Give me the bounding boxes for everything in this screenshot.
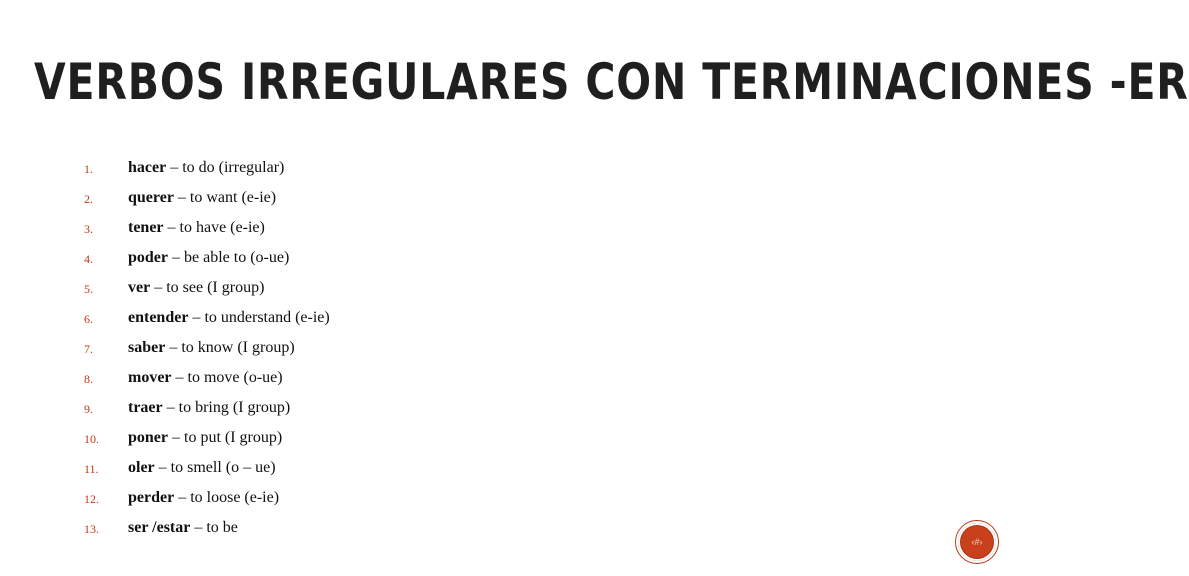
slide-number-badge: ‹#›: [958, 523, 996, 561]
list-number: 11.: [84, 462, 99, 476]
verb-meaning: – be able to (o-ue): [168, 249, 290, 266]
list-number: 8.: [84, 372, 93, 386]
list-item-text: [128, 186, 276, 210]
verb-word: tener: [128, 219, 164, 236]
list-number: 1.: [84, 162, 93, 176]
verb-meaning: – to want (e-ie): [173, 189, 277, 206]
verb-word: saber: [128, 339, 166, 356]
verb-word: ser /estar: [128, 519, 191, 536]
list-item-text: [128, 336, 295, 360]
slide-title: VERBOS IRREGULARES CON TERMINACIONES -ER: [34, 53, 1189, 111]
list-item-text: [128, 516, 238, 540]
list-item-text: [128, 246, 289, 270]
list-number: 2.: [84, 192, 93, 206]
list-item-text: [128, 366, 283, 390]
verb-word: entender: [128, 309, 189, 326]
list-number: 6.: [84, 312, 93, 326]
verb-word: poner: [128, 429, 168, 446]
list-item-text: [128, 306, 330, 330]
verb-word: hacer: [128, 159, 167, 176]
verb-meaning: – to have (e-ie): [163, 219, 265, 236]
verb-meaning: – to understand (e-ie): [188, 309, 330, 326]
verb-word: oler: [128, 459, 155, 476]
list-number: 9.: [84, 402, 93, 416]
verb-word: perder: [128, 489, 175, 506]
list-item-text: [128, 486, 279, 510]
list-number: 13.: [84, 522, 99, 536]
verb-meaning: – to see (I group): [150, 279, 265, 296]
verb-word: querer: [128, 189, 174, 206]
list-item-text: [128, 156, 284, 180]
list-number: 12.: [84, 492, 99, 506]
list-number: 7.: [84, 342, 93, 356]
verb-meaning: – to smell (o – ue): [154, 459, 276, 476]
list-item-text: [128, 276, 264, 300]
verb-meaning: – to loose (e-ie): [174, 489, 280, 506]
list-number: 3.: [84, 222, 93, 236]
list-item-text: [128, 396, 290, 420]
verb-meaning: – to do (irregular): [166, 159, 285, 176]
verb-meaning: – to know (I group): [165, 339, 295, 356]
verb-word: traer: [128, 399, 163, 416]
verb-meaning: – to move (o-ue): [171, 369, 283, 386]
list-number: 4.: [84, 252, 93, 266]
list-item-text: [128, 456, 276, 480]
verb-word: mover: [128, 369, 172, 386]
verb-word: ver: [128, 279, 151, 296]
list-item-text: [128, 216, 265, 240]
list-number: 10.: [84, 432, 99, 446]
verb-meaning: – to put (I group): [168, 429, 283, 446]
list-number: 5.: [84, 282, 93, 296]
verb-meaning: – to be: [190, 519, 238, 536]
verb-word: poder: [128, 249, 168, 266]
verb-meaning: – to bring (I group): [162, 399, 291, 416]
list-item-text: [128, 426, 282, 450]
